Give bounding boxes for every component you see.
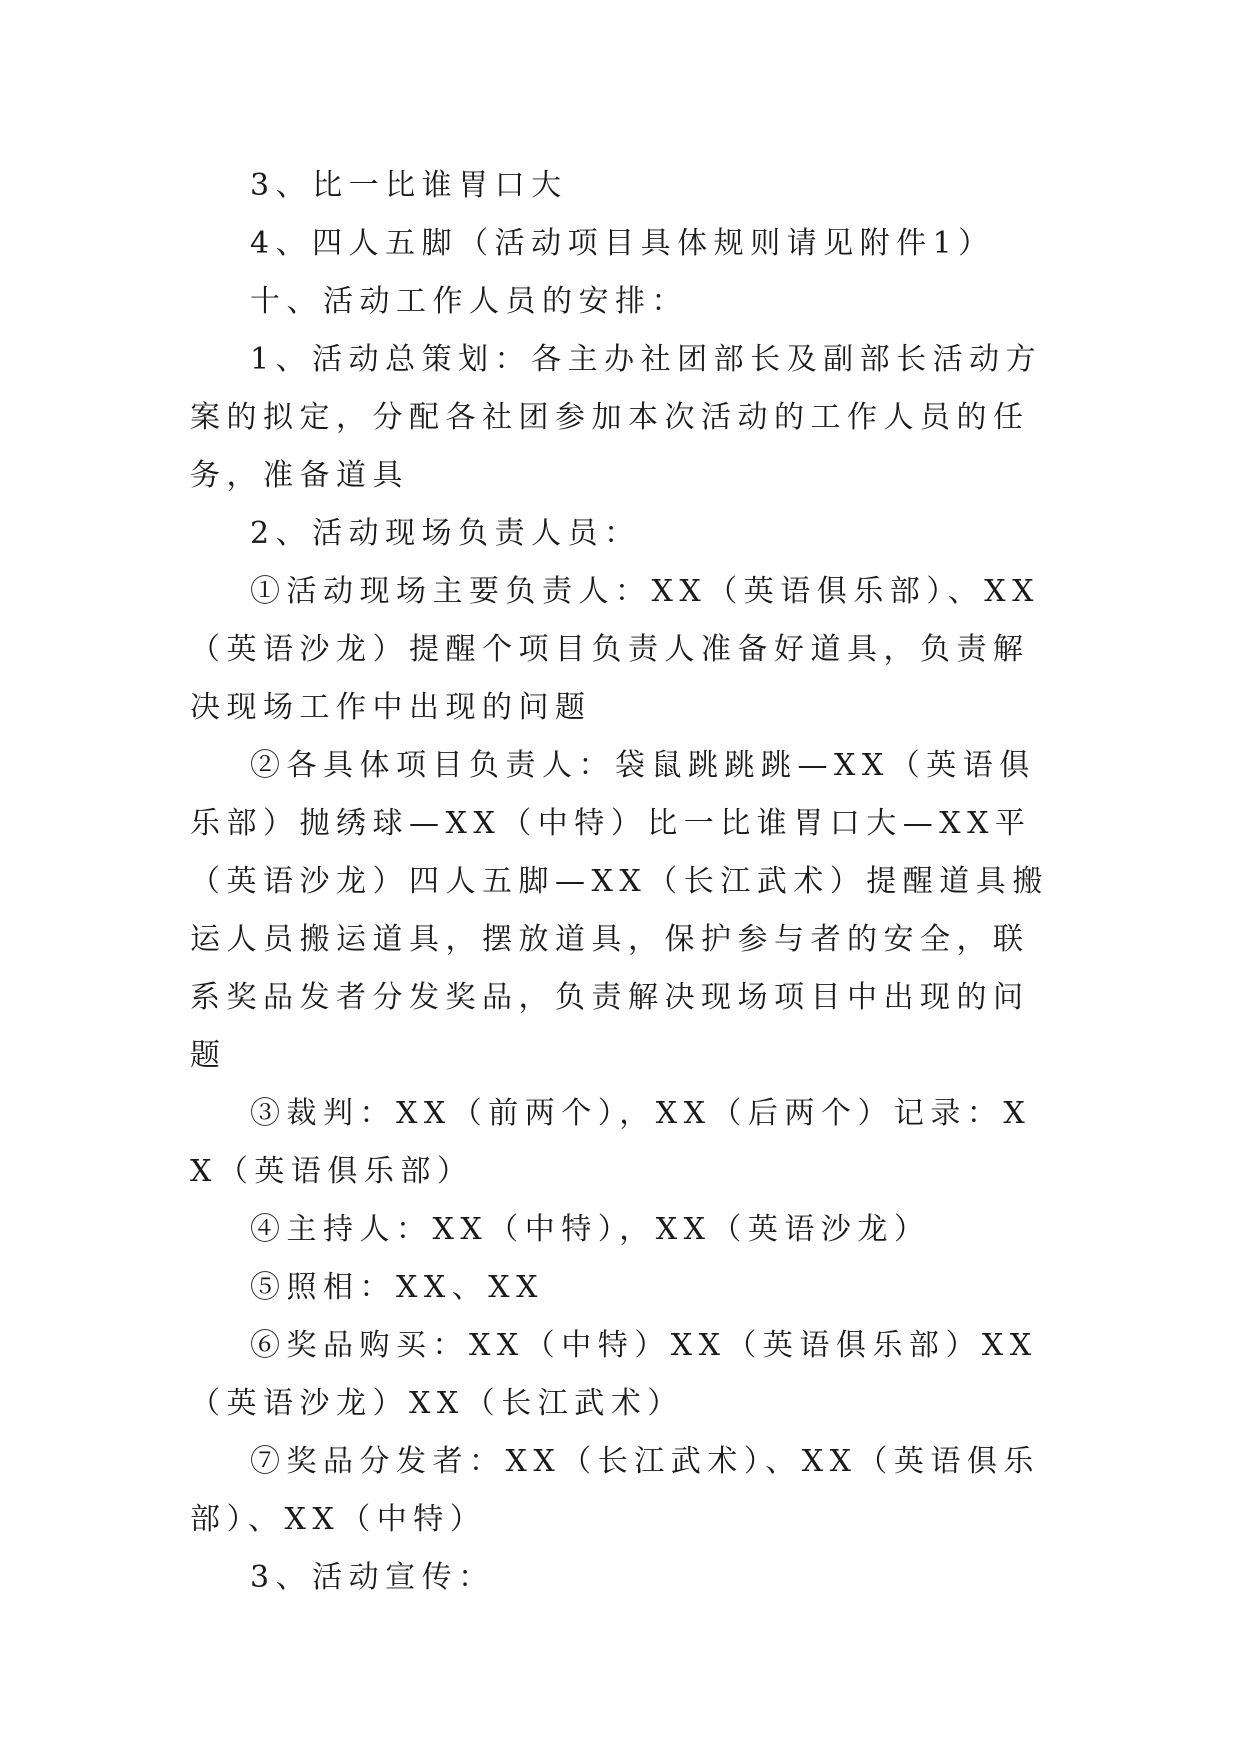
paragraph-general-planning: 1、活动总策划：各主办社团部长及副部长活动方案的拟定，分配各社团参加本次活动的工作人员的任务，准备道具	[190, 342, 1043, 493]
document-body	[190, 157, 1050, 1607]
paragraph-prize-purchase: ⑥奖品购买：XX（中特）XX（英语俱乐部）XX（英语沙龙）XX（长江武术）	[190, 1328, 1038, 1421]
paragraph-project-leads: ②各具体项目负责人：袋鼠跳跳跳—XX（英语俱乐部）抛绣球—XX（中特）比一比谁胃口大—XX平（英语沙龙）四人五脚—XX（长江武术）提醒道具搬运人员搬运道具，摆放道具，保护参与者的安全，联系奖品发者分发奖品，负责解决现场项目中出现的问题	[190, 748, 1049, 1073]
paragraph-hosts: ④主持人：XX（中特），XX（英语沙龙）	[250, 1212, 931, 1247]
paragraph-prize-distribution: ⑦奖品分发者：XX（长江武术）、XX（英语俱乐部）、XX（中特）	[190, 1444, 1040, 1537]
paragraph-onsite-main-lead: ①活动现场主要负责人：XX（英语俱乐部）、XX（英语沙龙）提醒个项目负责人准备好道具，负责解决现场工作中出现的问题	[190, 574, 1040, 725]
paragraph-item-3-appetite: 3、比一比谁胃口大	[250, 168, 568, 203]
paragraph-item-4-four-people-five-legs: 4、四人五脚（活动项目具体规则请见附件1）	[250, 226, 995, 261]
paragraph-onsite-staff-heading: 2、活动现场负责人员：	[250, 516, 641, 551]
paragraph-judges-recorder: ③裁判：XX（前两个），XX（后两个）记录：XX（英语俱乐部）	[190, 1096, 1032, 1189]
paragraph-publicity-heading: 3、活动宣传：	[250, 1560, 495, 1595]
section-heading-staff-arrangement: 十、活动工作人员的安排：	[250, 284, 688, 319]
paragraph-photography: ⑤照相：XX、XX	[250, 1270, 544, 1305]
